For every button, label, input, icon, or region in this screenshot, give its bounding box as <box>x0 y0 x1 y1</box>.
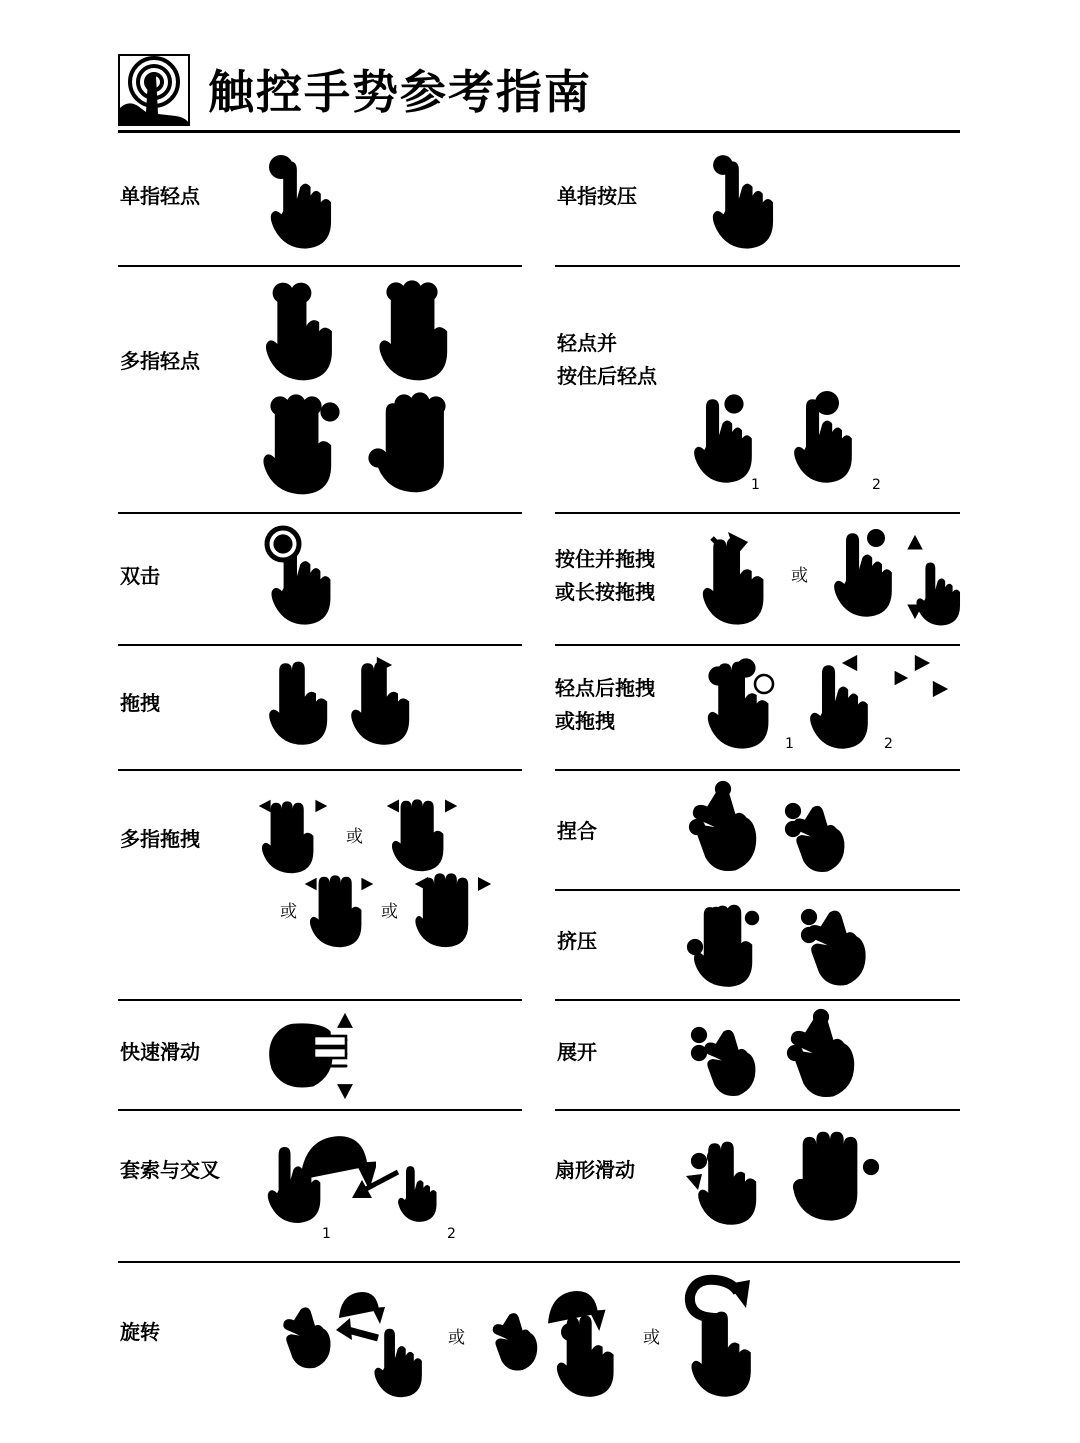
rotate-icon <box>266 1278 766 1402</box>
spread-icon <box>688 1006 866 1102</box>
multi-finger-tap-icon <box>258 280 468 502</box>
or-text: 或 <box>643 1328 660 1348</box>
divider <box>555 769 960 771</box>
label-line-2: 按住后轻点 <box>557 364 657 388</box>
or-text: 或 <box>280 902 297 922</box>
step-number: 2 <box>447 1226 456 1242</box>
drag-icon <box>258 654 428 750</box>
step-number: 1 <box>322 1226 331 1242</box>
gesture-label-press-drag <box>555 543 655 609</box>
tap-hold-tap-icon <box>688 388 868 488</box>
step-number: 2 <box>884 736 893 752</box>
squeeze-icon <box>686 900 886 992</box>
gesture-label-spread: 展开 <box>557 1040 597 1064</box>
divider <box>555 265 960 267</box>
gesture-label-lasso-cross: 套索与交叉 <box>120 1158 220 1182</box>
divider <box>118 999 522 1001</box>
gesture-label-single-tap: 单指轻点 <box>120 184 200 208</box>
press-drag-icon <box>690 526 980 630</box>
gesture-label-squeeze: 挤压 <box>557 929 597 953</box>
divider <box>555 1109 960 1111</box>
divider <box>118 265 522 267</box>
or-text: 或 <box>791 566 808 586</box>
divider <box>555 512 960 514</box>
divider <box>555 999 960 1001</box>
lasso-cross-icon <box>258 1128 458 1228</box>
label-line-1: 按住并拖拽 <box>555 547 655 571</box>
label-line-2: 或拖拽 <box>555 709 615 733</box>
gesture-label-rotate: 旋转 <box>120 1320 160 1344</box>
gesture-label-multi-drag: 多指拖拽 <box>120 827 200 851</box>
touch-ripple-icon <box>118 54 190 126</box>
double-tap-icon <box>258 526 344 628</box>
step-number: 1 <box>751 477 760 493</box>
divider <box>118 512 522 514</box>
or-text: 或 <box>346 827 363 847</box>
label-line-1: 轻点后拖拽 <box>555 676 655 700</box>
page-header <box>118 52 960 134</box>
divider <box>118 769 522 771</box>
header-divider <box>118 130 960 133</box>
gesture-label-drag: 拖拽 <box>120 691 160 715</box>
or-text: 或 <box>448 1328 465 1348</box>
flick-icon <box>262 1010 362 1102</box>
step-number: 2 <box>872 477 881 493</box>
label-line-1: 轻点并 <box>557 331 617 355</box>
divider <box>118 644 522 646</box>
tap-drag-icon <box>700 650 960 754</box>
gesture-label-tap-drag <box>555 672 655 738</box>
gesture-label-tap-hold-tap <box>557 327 657 393</box>
divider <box>118 1109 522 1111</box>
gesture-label-fan-swipe: 扇形滑动 <box>555 1158 635 1182</box>
label-line-2: 或长按拖拽 <box>555 580 655 604</box>
gesture-label-multi-tap: 多指轻点 <box>120 349 200 373</box>
step-number: 1 <box>785 736 794 752</box>
finger-tap-icon <box>258 150 344 252</box>
page-title: 触控手势参考指南 <box>208 65 592 119</box>
divider <box>118 1261 960 1263</box>
finger-press-icon <box>700 150 786 252</box>
multi-finger-drag-icon <box>258 792 498 952</box>
gesture-label-single-press: 单指按压 <box>557 184 637 208</box>
gesture-label-double-tap: 双击 <box>120 564 160 588</box>
gesture-label-pinch: 捏合 <box>557 819 597 843</box>
pinch-icon <box>686 778 866 878</box>
divider <box>555 644 960 646</box>
or-text: 或 <box>381 902 398 922</box>
fan-swipe-icon <box>684 1128 882 1230</box>
divider <box>555 889 960 891</box>
gesture-label-flick: 快速滑动 <box>120 1040 200 1064</box>
